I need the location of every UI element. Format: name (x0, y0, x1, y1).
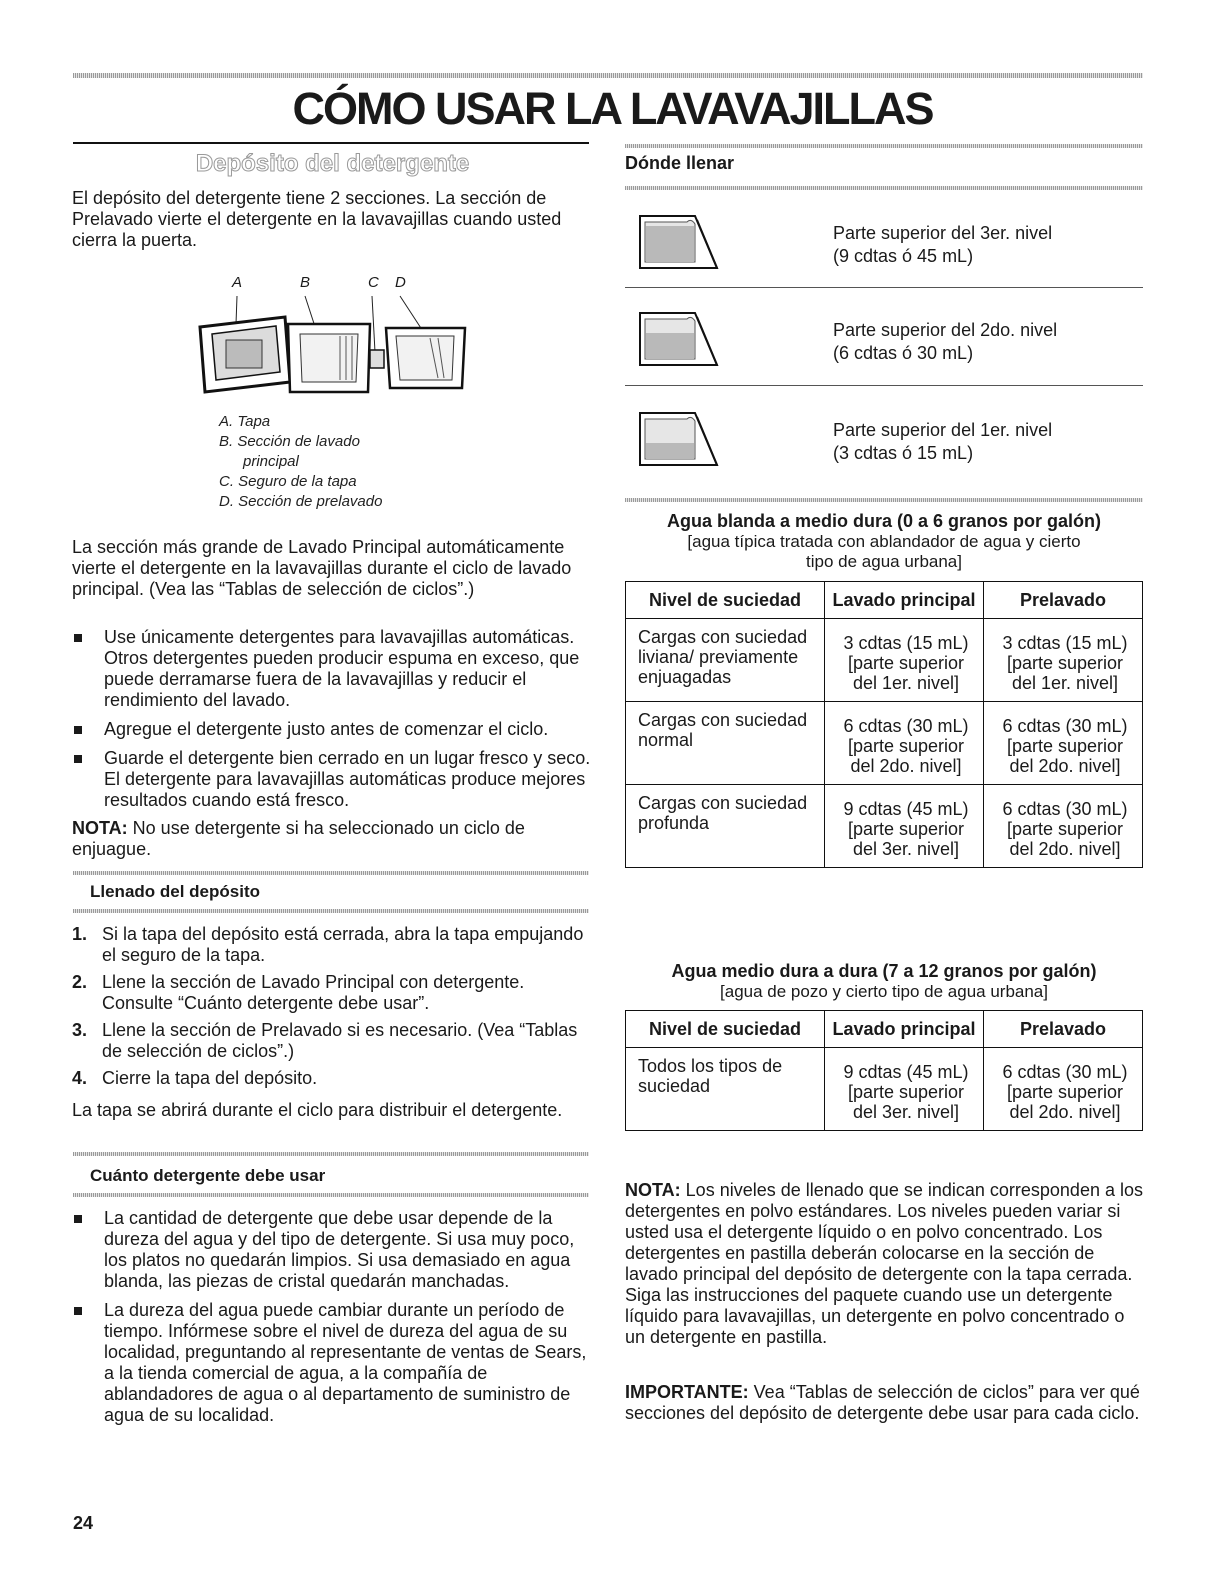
nota-text: Los niveles de llenado que se indican corresponden a los detergentes en polvo estándares. Los niveles pueden variar si usted usa el detergente líquido o en polvo concentrado. Los detergentes en pastilla deberán colocarse en la sección de lavado principal del depósito de detergente con la tapa cerrada. Siga las instrucciones del paquete cuando use un detergente líquido para lavavajillas, un detergente en polvo concentrado o un detergente en pastilla. (625, 1180, 1143, 1347)
table-cell: Todos los tipos de suciedad (626, 1048, 825, 1131)
table-cell: 9 cdtas (45 mL) [parte superior del 3er. nivel] (825, 1048, 984, 1131)
soft-water-sub: [agua típica tratada con ablandador de agua y cierto (687, 532, 1081, 551)
caption-b-cont: principal (243, 453, 299, 470)
section-title: Depósito del detergente (195, 150, 470, 177)
hatch-divider (625, 498, 1143, 502)
list-item: La dureza del agua puede cambiar durante un período de tiempo. Infórmese sobre el nivel de dureza del agua de su localidad, preguntando al representante de ventas de Sears, a la tienda comercial de agua, a la compañía de ablandadores de agua o al departamento de suministro de agua de su localidad. (72, 1300, 592, 1426)
fill-level-amount: (3 cdtas ó 15 mL) (833, 443, 974, 463)
fill-level-text (833, 319, 1057, 365)
page-number: 24 (73, 1513, 94, 1533)
table-cell: 6 cdtas (30 mL) [parte superior del 2do. nivel] (984, 1048, 1143, 1131)
step-number: 3. (72, 1020, 88, 1040)
main-paragraph: La sección más grande de Lavado Principal automáticamente vierte el detergente en la lavavajillas durante el ciclo de lavado principal. (Vea las “Tablas de selección de ciclos”.) (72, 537, 572, 599)
table-row (626, 619, 1143, 702)
table-cell: 3 cdtas (15 mL) [parte superior del 1er. nivel] (825, 619, 984, 702)
hard-water-table (625, 1010, 1143, 1131)
usage-bullet-list (72, 627, 592, 819)
table-header-row (626, 582, 1143, 619)
table-cell: Cargas con suciedad profunda (626, 785, 825, 868)
fill-level-row (625, 305, 1143, 395)
hard-water-heading (625, 960, 1143, 1002)
caption-b: B. Sección de lavado (219, 433, 360, 450)
list-item: Use únicamente detergentes para lavavajillas automáticas. Otros detergentes pueden producir espuma en exceso, que puede derramarse fuera de la lavavajillas y reducir el rendimiento del lavado. (72, 627, 592, 711)
soft-water-table (625, 581, 1143, 868)
fill-steps-list (72, 924, 592, 1095)
importante-paragraph (625, 1382, 1143, 1424)
after-steps-paragraph: La tapa se abrirá durante el ciclo para distribuir el detergente. (72, 1100, 563, 1120)
soft-water-title: Agua blanda a medio dura (0 a 6 granos por galón) (666, 511, 1102, 531)
nota-text: No use detergente si ha seleccionado un ciclo de enjuague. (72, 818, 525, 859)
table-header-row (626, 1011, 1143, 1048)
diagram-letter-a: A (232, 274, 243, 291)
fill-heading: Llenado del depósito (90, 882, 261, 901)
fill-level-amount: (9 cdtas ó 45 mL) (833, 246, 974, 266)
table-cell: 6 cdtas (30 mL) [parte superior del 2do. nivel] (984, 702, 1143, 785)
hatch-divider (73, 909, 589, 913)
section-rule (73, 142, 589, 144)
caption-c: C. Seguro de la tapa (219, 473, 357, 490)
step-text: Cierre la tapa del depósito. (102, 1068, 318, 1088)
hatch-divider (625, 186, 1143, 190)
intro-paragraph: El depósito del detergente tiene 2 secciones. La sección de Prelavado vierte el detergente en la lavavajillas cuando usted cierra la puerta. (72, 188, 562, 250)
step-number: 1. (72, 924, 88, 944)
fill-level-line: Parte superior del 1er. nivel (833, 420, 1053, 440)
hard-water-sub: [agua de pozo y cierto tipo de agua urbana] (720, 982, 1048, 1001)
amount-heading: Cuánto detergente debe usar (90, 1166, 326, 1185)
diagram-letter-b: B (300, 274, 311, 291)
header-cell: Lavado principal (825, 1011, 984, 1048)
nota-label: NOTA: (72, 818, 128, 838)
diagram-captions (219, 412, 539, 512)
step-text: Llene la sección de Lavado Principal con detergente. Consulte “Cuánto detergente debe usar”. (102, 972, 525, 1013)
amount-bullet-list (72, 1208, 592, 1434)
hard-water-title: Agua medio dura a dura (7 a 12 granos por galón) (671, 961, 1097, 981)
dispenser-drawing (190, 272, 480, 402)
step-text: Si la tapa del depósito está cerrada, abra la tapa empujando el seguro de la tapa. (102, 924, 584, 965)
header-cell: Nivel de suciedad (626, 582, 825, 619)
importante-text: Vea “Tablas de selección de ciclos” para ver qué secciones del depósito de detergente debe usar para cada ciclo. (625, 1382, 1140, 1423)
fill-level-text (833, 419, 1052, 465)
header-cell: Prelavado (984, 582, 1143, 619)
nota-paragraph (72, 818, 592, 860)
table-cell: 9 cdtas (45 mL) [parte superior del 3er. nivel] (825, 785, 984, 868)
soft-water-heading (625, 510, 1143, 572)
top-hatch-bar (73, 73, 1143, 78)
nota-label: NOTA: (625, 1180, 681, 1200)
importante-label: IMPORTANTE: (625, 1382, 749, 1402)
page-title: CÓMO USAR LA LAVAVAJILLAS (292, 83, 933, 134)
row-divider (625, 287, 1143, 288)
hatch-divider (625, 144, 1143, 148)
list-item (72, 1068, 592, 1089)
list-item (72, 924, 592, 966)
header-cell: Prelavado (984, 1011, 1143, 1048)
fill-level-row (625, 208, 1143, 298)
list-item: Agregue el detergente justo antes de comenzar el ciclo. (72, 719, 592, 740)
table-row (626, 702, 1143, 785)
list-item: La cantidad de detergente que debe usar depende de la dureza del agua y del tipo de detergente. Si usa muy poco, los platos no quedarán limpios. Si usa demasiado en agua blanda, las piezas de cristal quedarán manchadas. (72, 1208, 592, 1292)
table-cell: Cargas con suciedad normal (626, 702, 825, 785)
fill-level-text (833, 222, 1052, 268)
fill-level-line: Parte superior del 2do. nivel (833, 320, 1058, 340)
caption-d: D. Sección de prelavado (219, 493, 383, 510)
hatch-divider (73, 1152, 589, 1156)
fill-level-line: Parte superior del 3er. nivel (833, 223, 1053, 243)
table-cell: 6 cdtas (30 mL) [parte superior del 2do. nivel] (984, 785, 1143, 868)
row-divider (625, 385, 1143, 386)
step-number: 4. (72, 1068, 88, 1088)
fill-level-amount: (6 cdtas ó 30 mL) (833, 343, 974, 363)
table-row (626, 1048, 1143, 1131)
table-row (626, 785, 1143, 868)
where-heading: Dónde llenar (625, 153, 735, 173)
table-cell: 3 cdtas (15 mL) [parte superior del 1er. nivel] (984, 619, 1143, 702)
step-number: 2. (72, 972, 88, 992)
header-cell: Nivel de suciedad (626, 1011, 825, 1048)
list-item (72, 1020, 592, 1062)
fill-level-row (625, 405, 1143, 495)
table-cell: Cargas con suciedad liviana/ previamente enjuagadas (626, 619, 825, 702)
list-item (72, 972, 592, 1014)
diagram-letter-c: C (368, 274, 379, 291)
diagram-letter-d: D (395, 274, 406, 291)
header-cell: Lavado principal (825, 582, 984, 619)
nota-note-paragraph (625, 1180, 1143, 1348)
caption-a: A. Tapa (219, 413, 271, 430)
hatch-divider (73, 1193, 589, 1197)
table-cell: 6 cdtas (30 mL) [parte superior del 2do. nivel] (825, 702, 984, 785)
step-text: Llene la sección de Prelavado si es necesario. (Vea “Tablas de selección de ciclos”.) (102, 1020, 578, 1061)
dispenser-diagram (190, 272, 480, 402)
list-item: Guarde el detergente bien cerrado en un lugar fresco y seco. El detergente para lavavajillas automáticas produce mejores resultados cuando está fresco. (72, 748, 592, 811)
dispenser-cup-icon (637, 305, 727, 375)
soft-water-sub: tipo de agua urbana] (806, 552, 962, 571)
dispenser-cup-icon (637, 208, 727, 278)
hatch-divider (73, 871, 589, 875)
dispenser-cup-icon (637, 405, 727, 475)
